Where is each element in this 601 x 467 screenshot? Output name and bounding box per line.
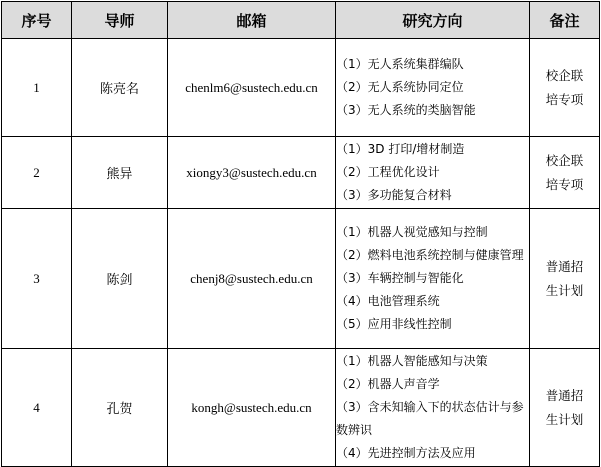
header-note: 备注	[530, 2, 600, 39]
note	[530, 209, 600, 349]
research-item: （2）工程优化设计	[336, 165, 440, 179]
research-item: （3）车辆控制与智能化	[336, 271, 464, 285]
research-item: （2）无人系统协同定位	[336, 80, 464, 94]
research-item: （2）燃料电池系统控制与健康管理	[336, 248, 524, 262]
advisor-email: xiongy3@sustech.edu.cn	[168, 137, 336, 209]
advisor-name: 熊异	[72, 137, 168, 209]
table-row	[2, 209, 600, 349]
note-line: 普通招	[545, 258, 584, 274]
note-line: 培专项	[545, 176, 584, 192]
row-index: 3	[2, 209, 72, 349]
advisor-table	[1, 1, 600, 467]
note	[530, 137, 600, 209]
research-item: （1）3D 打印/增材制造	[336, 142, 465, 156]
research-item: （4）电池管理系统	[336, 294, 440, 308]
table-header-row	[2, 2, 600, 39]
note	[530, 39, 600, 137]
row-index: 1	[2, 39, 72, 137]
advisor-email: chenlm6@sustech.edu.cn	[168, 39, 336, 137]
header-index: 序号	[2, 2, 72, 39]
note-line: 培专项	[545, 91, 584, 107]
advisor-email: chenj8@sustech.edu.cn	[168, 209, 336, 349]
note-line: 生计划	[545, 411, 584, 427]
note-line: 普通招	[545, 387, 584, 403]
research-item: （1）机器人视觉感知与控制	[336, 225, 488, 239]
header-advisor: 导师	[72, 2, 168, 39]
advisor-name: 陈剑	[72, 209, 168, 349]
advisor-name: 陈亮名	[72, 39, 168, 137]
advisor-email: kongh@sustech.edu.cn	[168, 349, 336, 467]
research-directions	[336, 349, 530, 467]
research-item: （3）多功能复合材料	[336, 188, 452, 202]
note	[530, 349, 600, 467]
note-line: 校企联	[545, 67, 584, 83]
research-directions	[336, 137, 530, 209]
research-item: （5）应用非线性控制	[336, 317, 452, 331]
table-row	[2, 137, 600, 209]
table-row	[2, 349, 600, 467]
research-item: （1）机器人智能感知与决策	[336, 354, 488, 368]
research-item: （3）含未知输入下的状态估计与参数辨识	[336, 400, 524, 437]
note-line: 校企联	[545, 152, 584, 168]
research-directions	[336, 39, 530, 137]
note-line: 生计划	[545, 282, 584, 298]
row-index: 2	[2, 137, 72, 209]
advisor-name: 孔贺	[72, 349, 168, 467]
research-item: （4）先进控制方法及应用	[336, 446, 476, 460]
research-item: （1）无人系统集群编队	[336, 57, 464, 71]
research-item: （2）机器人声音学	[336, 377, 440, 391]
research-item: （3）无人系统的类脑智能	[336, 103, 476, 117]
research-directions	[336, 209, 530, 349]
table-row	[2, 39, 600, 137]
row-index: 4	[2, 349, 72, 467]
header-email: 邮箱	[168, 2, 336, 39]
header-research: 研究方向	[336, 2, 530, 39]
